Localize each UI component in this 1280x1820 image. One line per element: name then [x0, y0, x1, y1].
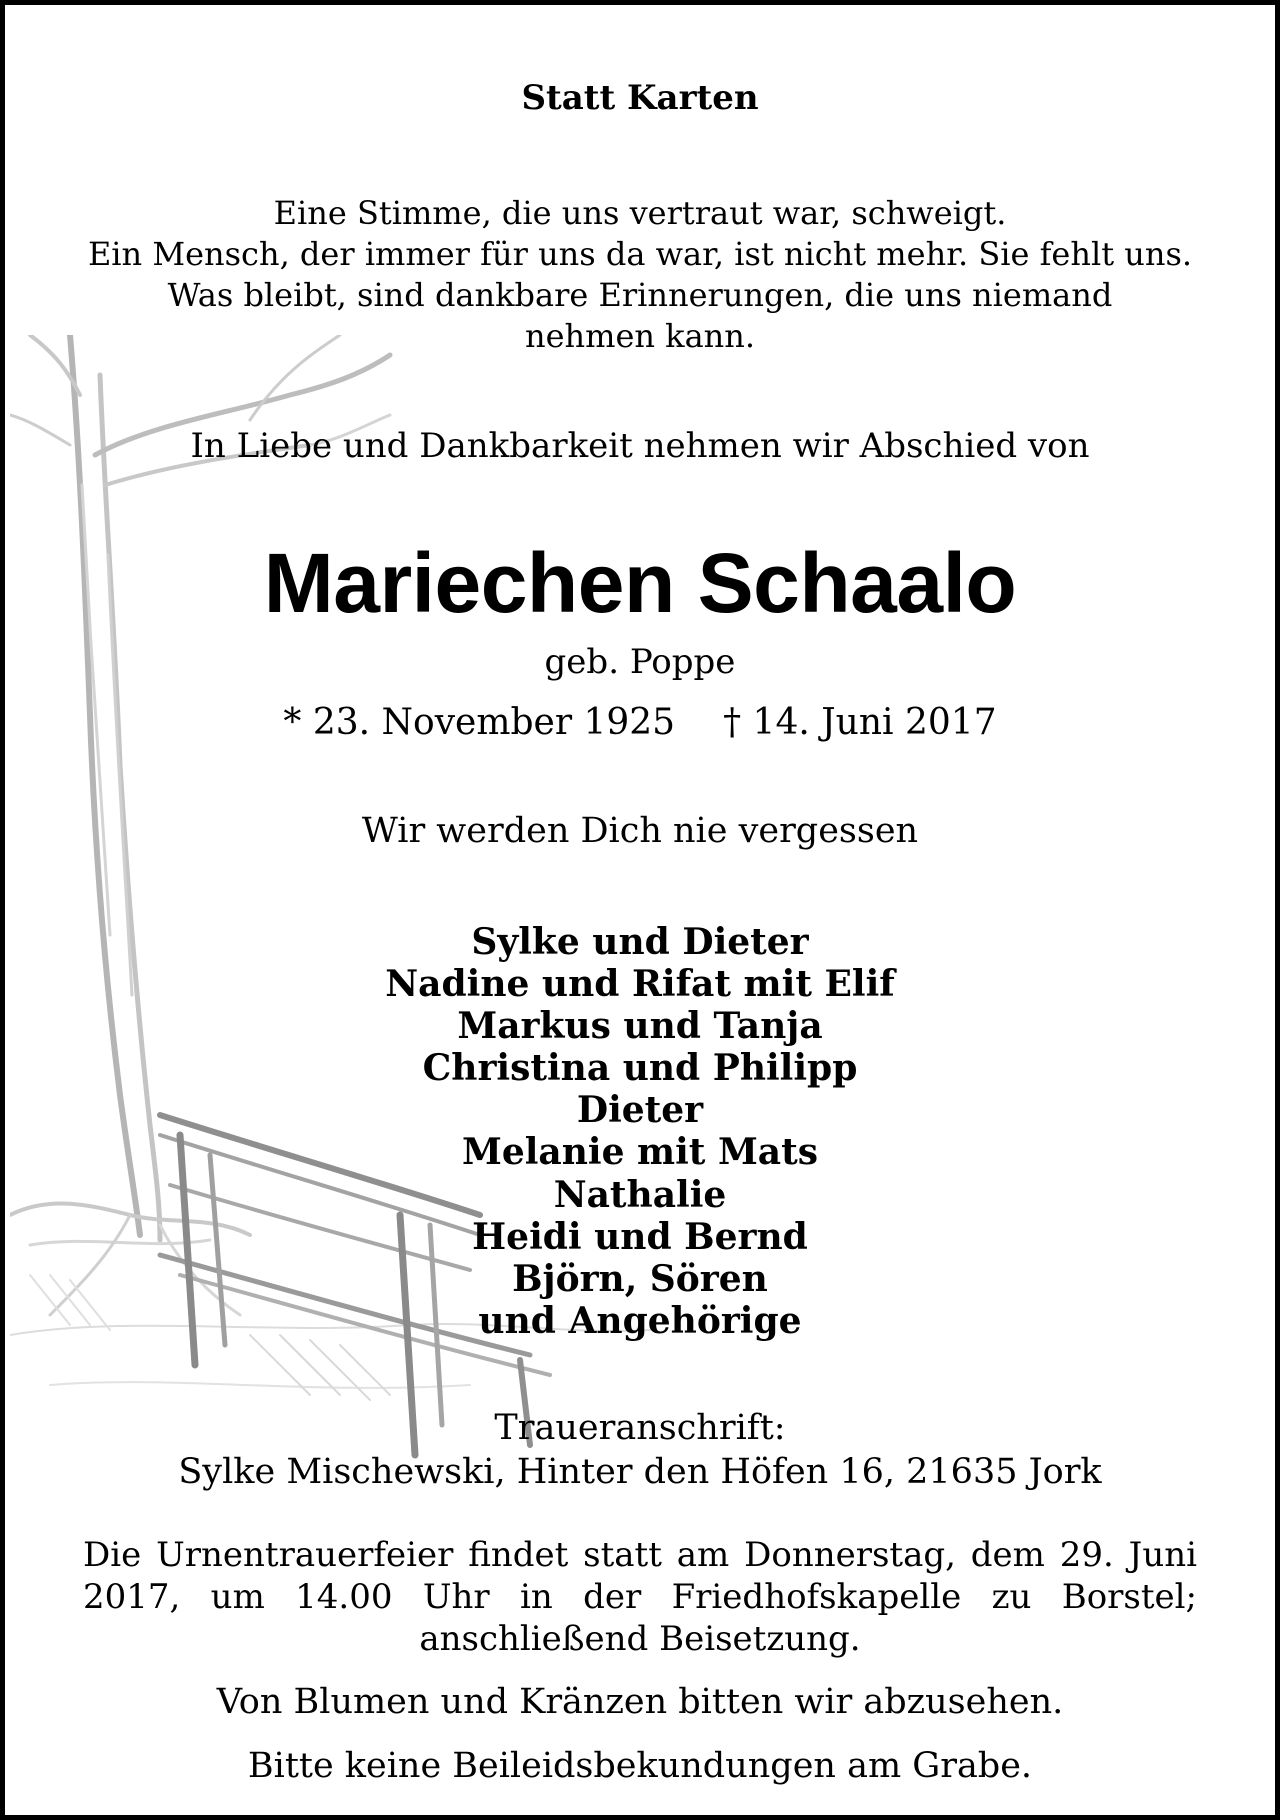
mourners-list — [5, 921, 1275, 1342]
life-dates — [5, 702, 1275, 743]
ceremony-notice: Die Urnentrauerfeier findet statt am Donnerstag, dem 29. Juni 2017, um 14.00 Uhr in der Friedhofskapelle zu Borstel; anschließend Beisetzung. — [83, 1535, 1197, 1659]
mourner: Dieter — [576, 1089, 704, 1132]
notice-header: Statt Karten — [521, 78, 759, 118]
verse-line: Was bleibt, sind dankbare Erinnerungen, die uns niemand — [167, 276, 1113, 314]
memorial-line: Wir werden Dich nie vergessen — [361, 811, 919, 851]
death-date: † 14. Juni 2017 — [723, 702, 997, 743]
flowers-request: Von Blumen und Kränzen bitten wir abzusehen. — [216, 1682, 1064, 1722]
mourner: Melanie mit Mats — [461, 1131, 819, 1174]
verse-line: Ein Mensch, der immer für uns da war, ist nicht mehr. Sie fehlt uns. — [87, 235, 1193, 273]
mourner: Heidi und Bernd — [472, 1215, 808, 1258]
maiden-name: geb. Poppe — [544, 642, 736, 682]
mourner: und Angehörige — [478, 1299, 802, 1342]
mourner: Nadine und Rifat mit Elif — [385, 963, 895, 1006]
mourning-address: Sylke Mischewski, Hinter den Höfen 16, 21635 Jork — [178, 1452, 1102, 1492]
verse-line: Eine Stimme, die uns vertraut war, schweigt. — [273, 194, 1007, 232]
mourner: Nathalie — [553, 1173, 727, 1216]
birth-date: * 23. November 1925 — [283, 702, 676, 743]
mourner: Sylke und Dieter — [471, 921, 809, 963]
verse-line: nehmen kann. — [524, 317, 756, 355]
farewell-intro: In Liebe und Dankbarkeit nehmen wir Abschied von — [190, 426, 1090, 466]
deceased-name: Mariechen Schaalo — [263, 536, 1017, 630]
mourner: Björn, Sören — [512, 1257, 768, 1300]
address-label: Traueranschrift: — [494, 1408, 786, 1448]
verse — [5, 193, 1275, 357]
condolences-request: Bitte keine Beileidsbekundungen am Grabe. — [247, 1746, 1033, 1786]
mourner: Christina und Philipp — [422, 1047, 858, 1090]
mourner: Markus und Tanja — [457, 1005, 823, 1048]
